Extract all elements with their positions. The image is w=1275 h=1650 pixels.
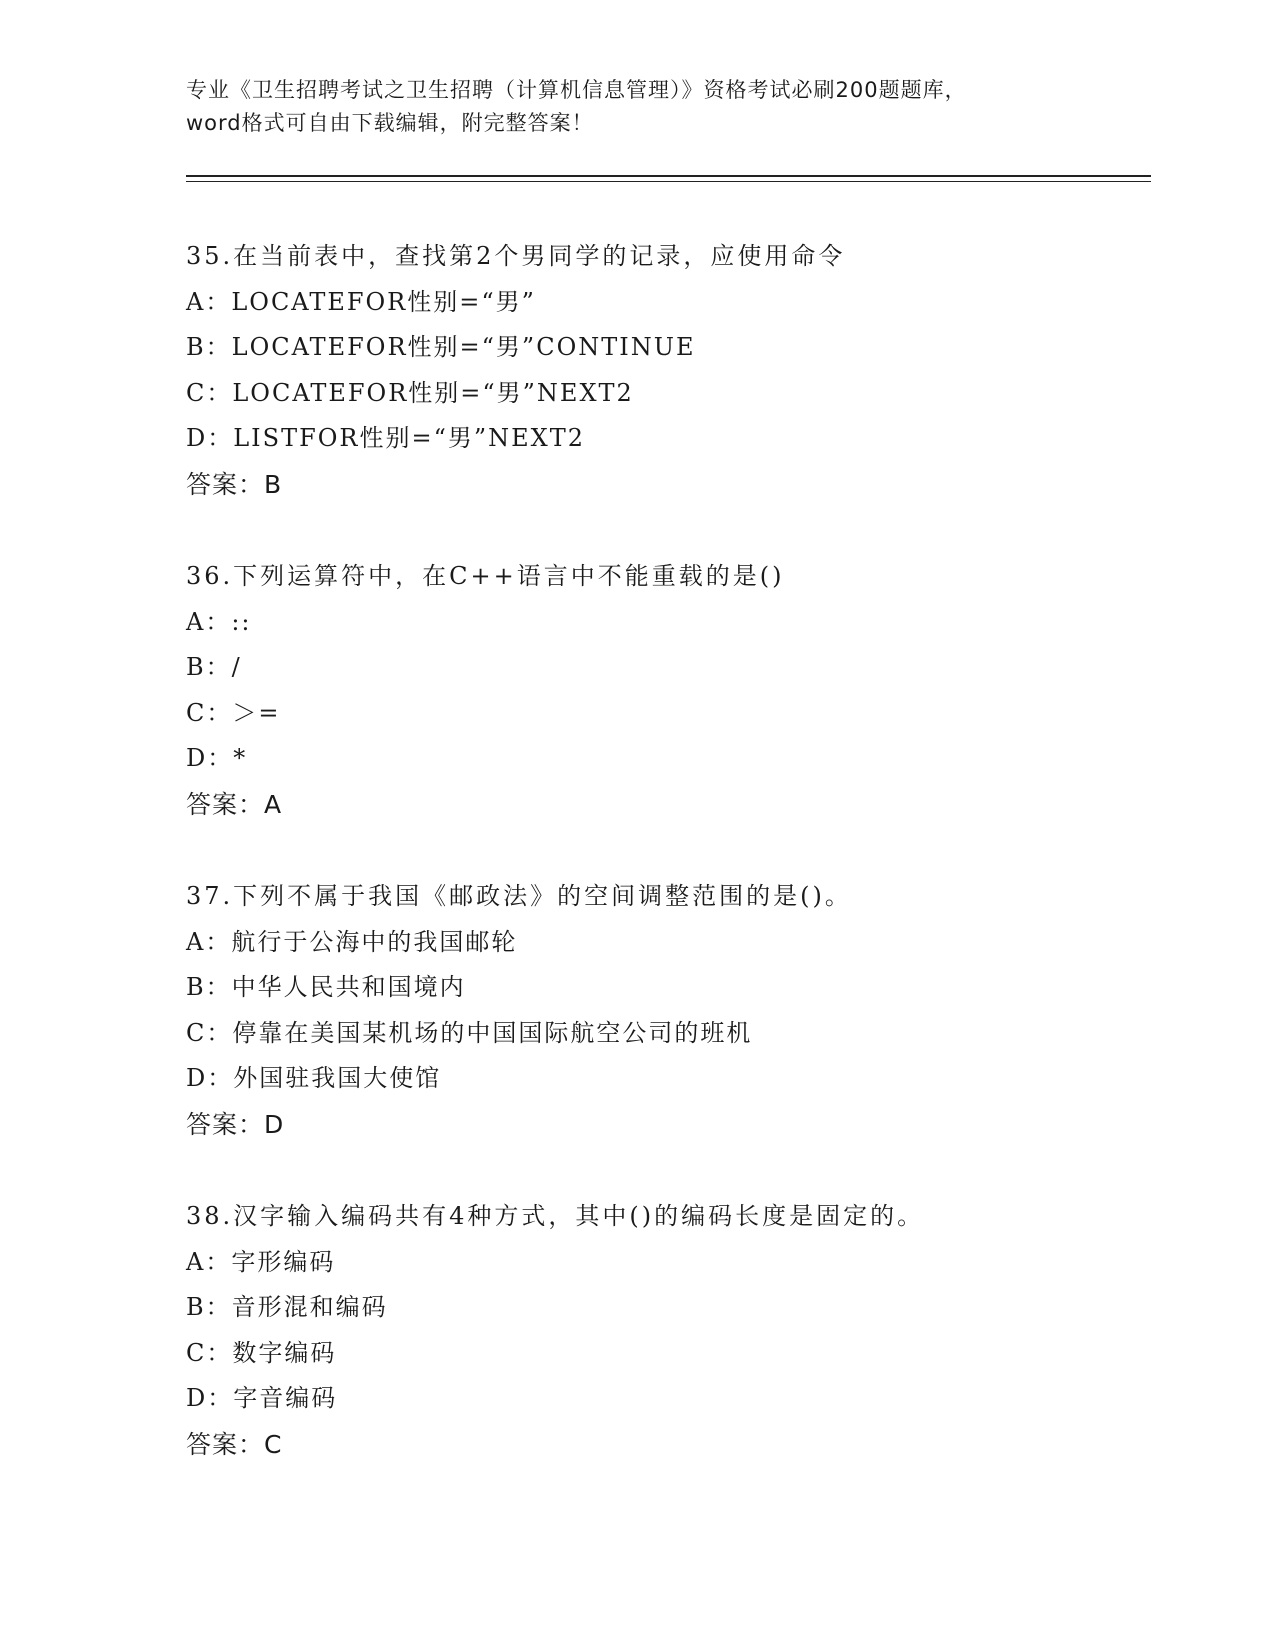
- option-b: B：音形混和编码: [186, 1293, 388, 1321]
- header-divider-thick: [186, 175, 1151, 177]
- header-line-2: word格式可自由下载编辑，附完整答案！: [186, 111, 594, 135]
- document-header: [186, 74, 1086, 140]
- header-divider-thin: [186, 181, 1151, 182]
- option-a: A：::: [186, 607, 252, 636]
- answer-line: 答案：B: [186, 469, 283, 499]
- question-text: 35.在当前表中，查找第2个男同学的记录，应使用命令: [186, 242, 846, 270]
- question-list: [186, 234, 1146, 1514]
- option-c: C：LOCATEFOR性别=“男”NEXT2: [186, 378, 634, 407]
- option-d: D：外国驻我国大使馆: [186, 1064, 442, 1092]
- option-d: D：字音编码: [186, 1384, 338, 1412]
- question-block: [186, 874, 1146, 1194]
- question-text: 37.下列不属于我国《邮政法》的空间调整范围的是()。: [186, 882, 852, 910]
- answer-line: 答案：D: [186, 1109, 285, 1139]
- question-block: [186, 554, 1146, 874]
- option-c: C：停靠在美国某机场的中国国际航空公司的班机: [186, 1018, 753, 1047]
- option-b: B：LOCATEFOR性别=“男”CONTINUE: [186, 333, 696, 361]
- question-block: [186, 234, 1146, 554]
- question-block: [186, 1194, 1146, 1514]
- header-line-1: 专业《卫生招聘考试之卫生招聘（计算机信息管理）》资格考试必刷200题题库，: [186, 78, 967, 102]
- answer-line: 答案：A: [186, 789, 283, 819]
- option-c: C：＞=: [186, 698, 281, 727]
- option-c: C：数字编码: [186, 1338, 337, 1367]
- option-a: A：字形编码: [186, 1247, 336, 1276]
- option-a: A：航行于公海中的我国邮轮: [186, 927, 518, 956]
- option-a: A：LOCATEFOR性别=“男”: [186, 287, 536, 316]
- question-text: 36.下列运算符中，在C++语言中不能重载的是(): [186, 562, 785, 590]
- option-d: D：LISTFOR性别=“男”NEXT2: [186, 424, 586, 452]
- option-b: B：中华人民共和国境内: [186, 973, 466, 1001]
- answer-line: 答案：C: [186, 1429, 283, 1459]
- option-b: B：/: [186, 653, 242, 681]
- option-d: D：*: [186, 744, 248, 772]
- question-text: 38.汉字输入编码共有4种方式，其中()的编码长度是固定的。: [186, 1202, 925, 1230]
